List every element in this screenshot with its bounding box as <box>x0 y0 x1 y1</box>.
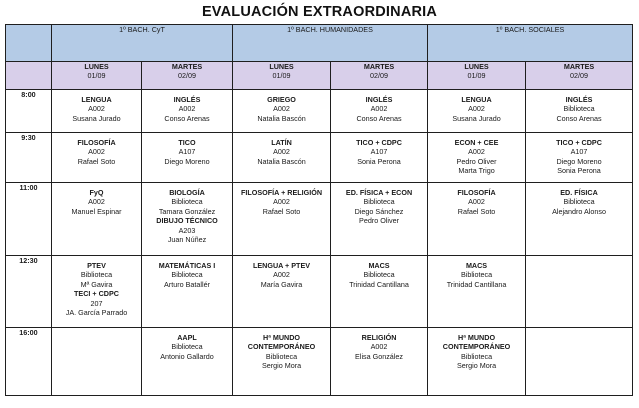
exam-cell <box>52 133 142 183</box>
exam-detail: 207 <box>90 298 103 308</box>
exam-detail: A002 <box>273 147 290 157</box>
exam-detail: A203 <box>178 225 196 235</box>
exam-cell <box>142 256 233 328</box>
exam-cell <box>142 328 233 396</box>
exam-detail: A002 <box>178 104 196 114</box>
subject-name: RELIGIÓN <box>361 333 397 342</box>
exam-detail: A002 <box>273 270 290 280</box>
exam-cell <box>142 183 233 256</box>
subject-name: MACS <box>368 261 390 270</box>
exam-detail: Sonia Perona <box>557 166 601 176</box>
exam-cell <box>428 90 526 133</box>
exam-cell <box>52 90 142 133</box>
exam-cell <box>526 256 633 328</box>
exam-cell <box>331 328 428 396</box>
exam-detail: Rafael Soto <box>457 206 496 216</box>
time-slot-row <box>6 256 633 328</box>
exam-detail: María Gavira <box>260 279 303 289</box>
subject-name: TICO + CDPC <box>356 138 402 147</box>
exam-detail: A002 <box>273 104 290 114</box>
exam-detail: A107 <box>178 147 196 157</box>
exam-cell <box>52 256 142 328</box>
exam-cell <box>233 183 331 256</box>
day-date: 01/09 <box>272 71 291 81</box>
subject-name: LENGUA <box>461 95 492 104</box>
subject-name: INGLÉS <box>365 95 393 104</box>
corner-cell <box>6 62 52 90</box>
exam-detail: A002 <box>88 197 105 207</box>
exam-detail: Biblioteca <box>460 351 493 361</box>
time-slot-row <box>6 133 633 183</box>
subject-name: LENGUA + PTEV <box>252 261 311 270</box>
time-label: 16:00 <box>6 328 52 396</box>
time-slot-row <box>6 183 633 256</box>
subject-name: INGLÉS <box>173 95 201 104</box>
exam-detail: Rafael Soto <box>77 156 116 166</box>
exam-cell <box>331 183 428 256</box>
exam-detail: Natalia Bascón <box>257 113 306 123</box>
exam-cell <box>142 133 233 183</box>
exam-cell <box>526 133 633 183</box>
subject-name: FyQ <box>89 188 104 197</box>
subject-name: ED. FÍSICA <box>560 188 598 197</box>
exam-detail: Rafael Soto <box>262 206 301 216</box>
exam-cell <box>142 90 233 133</box>
exam-detail: Biblioteca <box>363 270 395 280</box>
day-header <box>142 62 233 90</box>
exam-detail: Diego Moreno <box>164 156 210 166</box>
subject-name: TECI + CDPC <box>74 289 119 299</box>
exam-cell <box>428 328 526 396</box>
day-date: 02/09 <box>370 71 389 81</box>
corner-cell <box>6 25 52 62</box>
day-header <box>526 62 633 90</box>
day-header <box>233 62 331 90</box>
time-slot-row <box>6 328 633 396</box>
time-label: 12:30 <box>6 256 52 328</box>
subject-name: ED. FÍSICA + ECON <box>345 188 413 197</box>
subject-name: CONTEMPORÁNEO <box>442 342 511 352</box>
day-name: MARTES <box>563 62 595 71</box>
exam-detail: Biblioteca <box>460 270 493 280</box>
subject-name: DIBUJO TÉCNICO <box>156 216 218 226</box>
exam-detail: A002 <box>468 197 485 207</box>
exam-detail: JA. García Parrado <box>65 308 128 318</box>
course-header: 1º BACH. SOCIALES <box>428 25 633 62</box>
time-label: 11:00 <box>6 183 52 256</box>
exam-detail: Conso Arenas <box>556 113 602 123</box>
day-date: 02/09 <box>178 71 196 81</box>
exam-detail: Sergio Mora <box>456 361 497 371</box>
day-date: 01/09 <box>87 71 106 81</box>
exam-detail: A002 <box>370 104 388 114</box>
exam-detail: A002 <box>468 104 485 114</box>
subject-name: FILOSOFÍA <box>77 138 116 147</box>
exam-cell <box>331 133 428 183</box>
exam-cell <box>331 256 428 328</box>
exam-detail: Manuel Espinar <box>71 206 122 216</box>
course-header: 1º BACH. CyT <box>52 25 233 62</box>
exam-detail: Juan Núñez <box>167 235 207 245</box>
exam-detail: Diego Sánchez <box>354 206 404 216</box>
exam-cell <box>428 183 526 256</box>
subject-name: INGLÉS <box>565 95 593 104</box>
exam-detail: Biblioteca <box>363 197 395 207</box>
exam-detail: Sonia Perona <box>357 156 401 166</box>
exam-detail: Pedro Oliver <box>456 156 497 166</box>
subject-name: CONTEMPORÁNEO <box>247 342 316 352</box>
exam-detail: Conso Arenas <box>164 113 210 123</box>
exam-detail: Susana Jurado <box>72 113 121 123</box>
exam-detail: Elisa González <box>355 351 403 361</box>
exam-detail: Biblioteca <box>171 342 203 352</box>
subject-name: FILOSOFÍA <box>457 188 496 197</box>
day-name: LUNES <box>84 62 109 71</box>
exam-detail: Conso Arenas <box>356 113 402 123</box>
exam-detail: Biblioteca <box>80 270 113 280</box>
subject-name: ECON + CEE <box>454 138 499 147</box>
exam-detail: Alejandro Alonso <box>552 206 607 216</box>
day-name: LUNES <box>464 62 489 71</box>
subject-name: LATÍN <box>271 138 292 147</box>
day-date: 02/09 <box>570 71 589 81</box>
day-name: LUNES <box>269 62 294 71</box>
day-name: MARTES <box>363 62 395 71</box>
exam-detail: Biblioteca <box>171 197 203 207</box>
exam-detail: Marta Trigo <box>458 166 495 176</box>
exam-detail: A002 <box>88 104 105 114</box>
subject-name: AAPL <box>177 333 197 342</box>
exam-detail: Biblioteca <box>563 104 595 114</box>
subject-name: TICO + CDPC <box>556 138 602 147</box>
exam-cell <box>526 328 633 396</box>
course-header-row <box>6 25 633 62</box>
exam-detail: Susana Jurado <box>452 113 501 123</box>
time-label: 9:30 <box>6 133 52 183</box>
exam-detail: A002 <box>273 197 290 207</box>
exam-detail: A002 <box>88 147 105 157</box>
time-slot-row <box>6 90 633 133</box>
exam-detail: Mª Gavira <box>80 279 113 289</box>
subject-name: MATEMÁTICAS I <box>158 261 216 270</box>
subject-name: FILOSOFÍA + RELIGIÓN <box>241 188 323 197</box>
subject-name: BIOLOGÍA <box>169 188 205 197</box>
day-date: 01/09 <box>467 71 486 81</box>
exam-cell <box>526 183 633 256</box>
page-title: EVALUACIÓN EXTRAORDINARIA <box>201 4 438 20</box>
exam-cell <box>233 90 331 133</box>
subject-name: Hª MUNDO <box>458 333 496 342</box>
exam-detail: A002 <box>370 342 388 352</box>
schedule-table <box>5 24 633 396</box>
exam-detail: Natalia Bascón <box>257 156 306 166</box>
exam-cell <box>526 90 633 133</box>
exam-detail: A002 <box>468 147 485 157</box>
subject-name: LENGUA <box>81 95 112 104</box>
subject-name: PTEV <box>87 261 106 270</box>
exam-detail: Trinidad Cantillana <box>446 279 507 289</box>
exam-cell <box>428 133 526 183</box>
exam-detail: A107 <box>570 147 588 157</box>
exam-cell <box>428 256 526 328</box>
exam-detail: Trinidad Cantillana <box>349 279 409 289</box>
subject-name: TICO <box>178 138 196 147</box>
subject-name: MACS <box>465 261 488 270</box>
exam-cell <box>233 133 331 183</box>
exam-detail: Arturo Batallér <box>164 279 210 289</box>
exam-detail: Biblioteca <box>265 351 298 361</box>
exam-detail: Tamara González <box>158 206 216 216</box>
course-header: 1º BACH. HUMANIDADES <box>233 25 428 62</box>
exam-detail: Diego Moreno <box>556 156 602 166</box>
exam-cell <box>52 183 142 256</box>
exam-cell <box>52 328 142 396</box>
exam-detail: Antonio Gallardo <box>160 351 214 361</box>
subject-name: GRIEGO <box>267 95 296 104</box>
day-header <box>428 62 526 90</box>
day-header <box>331 62 428 90</box>
exam-cell <box>233 256 331 328</box>
day-name: MARTES <box>171 62 203 71</box>
exam-detail: Biblioteca <box>563 197 595 207</box>
exam-detail: A107 <box>370 147 388 157</box>
exam-cell <box>233 328 331 396</box>
exam-detail: Sergio Mora <box>261 361 302 371</box>
exam-detail: Pedro Oliver <box>359 216 399 226</box>
day-header <box>52 62 142 90</box>
day-header-row <box>6 62 633 90</box>
exam-cell <box>331 90 428 133</box>
exam-detail: Biblioteca <box>171 270 203 280</box>
time-label: 8:00 <box>6 90 52 133</box>
subject-name: Hª MUNDO <box>263 333 301 342</box>
